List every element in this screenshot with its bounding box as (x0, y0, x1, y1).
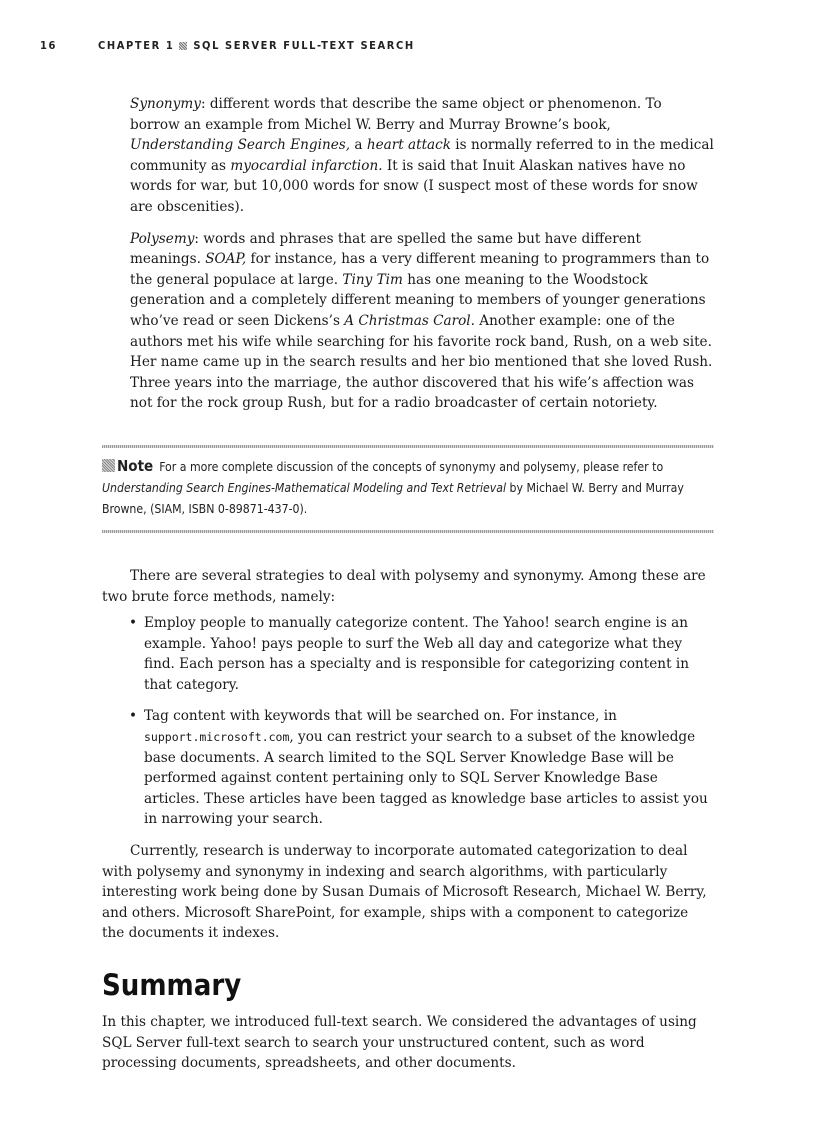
christmas-carol-title: A Christmas Carol (344, 312, 471, 329)
book-title: Understanding Search Engines, (130, 137, 351, 154)
polysemy-term: Polysemy (130, 230, 195, 247)
polysemy-text-2: for instance, has a very different meaning to programmers than to the general populace at large. (130, 251, 710, 288)
synonymy-text-3: is normally referred to in the medical community as (130, 137, 714, 174)
polysemy-text-3: has one meaning to the Woodstock generation and a completely different meaning to members of younger generations who’ve read or seen Dickens’s (130, 271, 706, 329)
polysemy-definition (130, 229, 714, 414)
strategies-list (102, 613, 714, 830)
soap-term: SOAP, (205, 251, 247, 268)
bullet-text: Employ people to manually categorize content. The Yahoo! search engine is an example. Yahoo! pays people to surf the Web all day and categorize what they find. Each person has a specialty and is responsible for categorizing content in that category. (144, 615, 689, 693)
list-item (129, 613, 714, 695)
support-url: support.microsoft.com (144, 730, 290, 745)
synonymy-text-2: a (350, 137, 367, 154)
running-header (40, 37, 776, 55)
summary-heading: Summary (102, 968, 242, 1002)
heart-attack-term: heart attack (366, 137, 451, 154)
research-paragraph: Currently, research is underway to incorporate automated categorization to deal with polysemy and synonymy in indexing and search algorithms, with particularly interesting work being done by Susan Dumais of Microsoft Research, Michael W. Berry, and others. Microsoft SharePoint, for example, ships with a component to categorize the documents it indexes. (102, 843, 707, 942)
bullet-text-1: Tag content with keywords that will be searched on. For instance, in (144, 708, 617, 725)
bullet-text-2: , you can restrict your search to a subset of the knowledge base documents. A search limited to the SQL Server Knowledge Base will be performed against content pertaining only to SQL Server Knowledge Base articles. These articles have been tagged as knowledge base articles to assist you in narrowing your search. (144, 729, 708, 828)
note-square-icon (102, 459, 115, 472)
synonymy-term: Synonymy (130, 96, 201, 112)
polysemy-text-4: . Another example: one of the authors met his wife while searching for his favorite rock band, Rush, on a web site. Her name came up in the search results and her bio mentioned that she loved Rush. Three years into the marriage, the author discovered that his wife’s affection was not for the rock group Rush, but for a radio broadcaster of certain notoriety. (130, 312, 713, 412)
synonymy-text-1: : different words that describe the same object or phenomenon. To borrow an example from Michel W. Berry and Murray Browne’s book, (130, 96, 662, 133)
separator-square-icon (179, 42, 187, 50)
list-item (129, 706, 714, 830)
note-box (102, 445, 714, 533)
note-book-title: Understanding Search Engines-Mathematical Modeling and Text Retrieval (102, 480, 507, 495)
page-number: 16 (40, 39, 57, 52)
polysemy-text-1: : words and phrases that are spelled the same but have different meanings. (130, 230, 642, 268)
definitions (130, 94, 714, 414)
chapter-title: SQL SERVER FULL-TEXT SEARCH (193, 39, 415, 52)
bullet-icon: • (129, 615, 138, 632)
myocardial-term: myocardial infarction. (230, 157, 383, 174)
summary-paragraph: In this chapter, we introduced full-text search. We considered the advantages of using SQL Server full-text search to search your unstructured content, such as word processing documents, spreadsheets, and other documents. (102, 1014, 697, 1072)
note-text-1: For a more complete discussion of the concepts of synonymy and polysemy, please refer to (159, 459, 664, 474)
tiny-tim-term: Tiny Tim (342, 271, 403, 288)
page-body (102, 94, 714, 1074)
note-label (102, 457, 153, 475)
running-title (98, 39, 415, 52)
note-text-2: by Michael W. Berry and Murray Browne, (SIAM, ISBN 0-89871-437-0). (102, 480, 684, 516)
note-label-text: Note (117, 456, 154, 475)
bullet-icon: • (129, 708, 138, 725)
synonymy-text-4: It is said that Inuit Alaskan natives have no words for war, but 10,000 words for snow (I suspect most of these words for snow are obscenities). (130, 157, 698, 215)
synonymy-definition (130, 94, 714, 218)
chapter-label: CHAPTER 1 (98, 39, 175, 52)
strategies-paragraph: There are several strategies to deal with polysemy and synonymy. Among these are two brute force methods, namely: (102, 567, 706, 605)
